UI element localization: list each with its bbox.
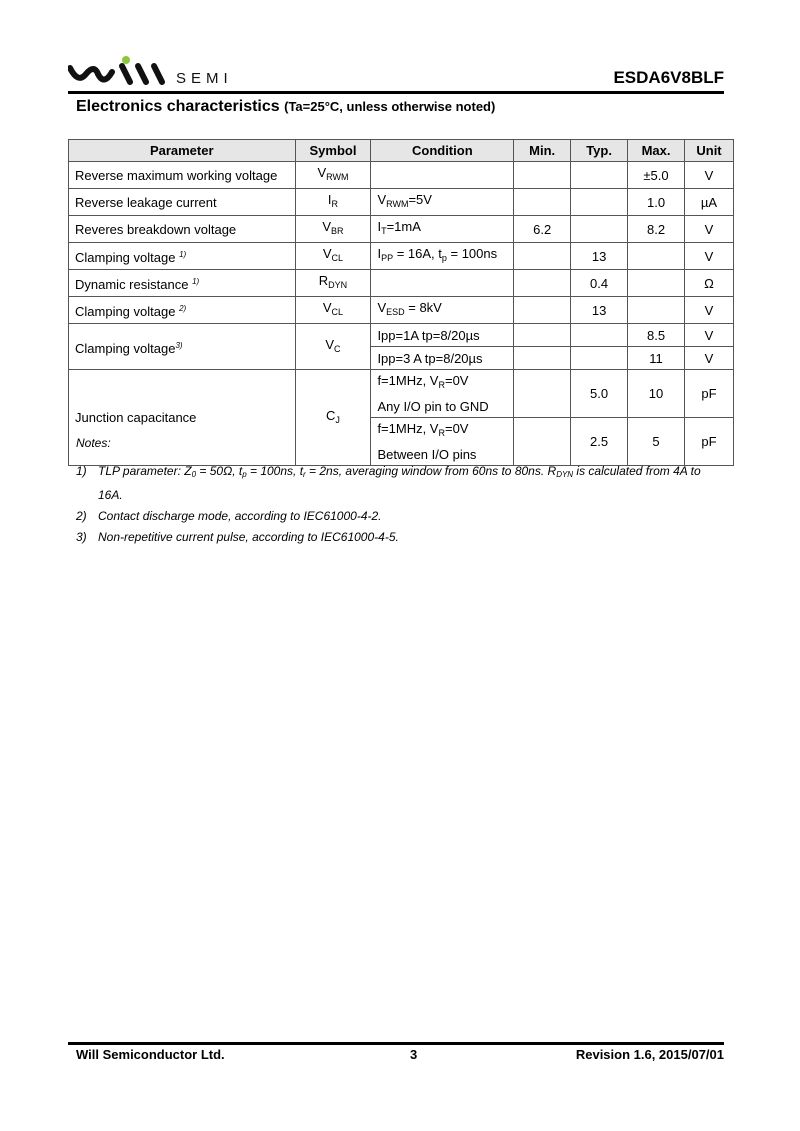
symbol-subscript: C xyxy=(334,343,341,354)
footnote-marker: 1) xyxy=(192,277,200,286)
cell-condition xyxy=(371,189,514,216)
condition-text: V xyxy=(377,300,387,315)
cell-symbol xyxy=(295,324,371,370)
table-row xyxy=(69,297,734,324)
electrical-characteristics-table xyxy=(68,139,734,466)
condition-subscript: p xyxy=(441,253,447,263)
header-typ: Typ. xyxy=(571,140,628,162)
footnote-marker: 2) xyxy=(179,304,187,313)
cell-condition: Ipp=1A tp=8/20µs xyxy=(371,324,514,347)
symbol-subscript: DYN xyxy=(328,280,348,290)
cell-min xyxy=(514,270,571,297)
cell-symbol xyxy=(295,216,371,243)
table-row xyxy=(69,370,734,418)
header-symbol: Symbol xyxy=(295,140,371,162)
will-logo-icon xyxy=(68,56,174,88)
cell-symbol xyxy=(295,189,371,216)
parameter-text: Clamping voltage xyxy=(75,250,176,265)
cell-min xyxy=(514,324,571,347)
condition-subscript: RWM xyxy=(386,199,409,209)
cell-unit: V xyxy=(685,347,734,370)
parameter-text: Dynamic resistance xyxy=(75,277,189,292)
notes-section xyxy=(76,436,726,548)
note-subscript: 0 xyxy=(191,470,197,479)
cell-parameter xyxy=(69,297,296,324)
cell-max: 10 xyxy=(628,370,685,418)
part-number: ESDA6V8BLF xyxy=(613,68,724,87)
cell-min xyxy=(514,189,571,216)
condition-subscript: T xyxy=(381,226,387,236)
condition-text: = 16A, t xyxy=(393,246,442,261)
condition-text: I xyxy=(377,246,382,261)
note-text: Non-repetitive current pulse, according to IEC61000-4-5. xyxy=(98,530,399,544)
note-subscript: r xyxy=(303,470,306,479)
cell-min xyxy=(514,370,571,418)
logo-text: SEMI xyxy=(176,70,233,87)
cell-typ xyxy=(571,216,628,243)
condition-subscript: R xyxy=(438,380,445,390)
cell-unit: V xyxy=(685,324,734,347)
cell-typ: 5.0 xyxy=(571,370,628,418)
footer-page-number: 3 xyxy=(410,1047,418,1062)
company-logo xyxy=(68,56,258,88)
header-parameter: Parameter xyxy=(69,140,296,162)
cell-parameter: Reveres breakdown voltage xyxy=(69,216,296,243)
condition-text: = 8kV xyxy=(404,300,442,315)
header-condition: Condition xyxy=(371,140,514,162)
table-row xyxy=(69,162,734,189)
symbol-subscript: BR xyxy=(331,226,344,236)
cell-condition xyxy=(371,162,514,189)
cell-typ: 2.5 xyxy=(571,418,628,466)
cell-condition xyxy=(371,370,514,418)
cell-max: 8.2 xyxy=(628,216,685,243)
section-title-text: Electronics characteristics xyxy=(76,98,280,115)
cell-min xyxy=(514,297,571,324)
note-number: 3) xyxy=(76,530,87,544)
condition-text: =1mA xyxy=(386,219,421,234)
condition-line: Any I/O pin to GND xyxy=(377,399,489,414)
symbol-text: V xyxy=(325,336,335,352)
cell-typ: 0.4 xyxy=(571,270,628,297)
cell-typ xyxy=(571,324,628,347)
cell-symbol xyxy=(295,270,371,297)
note-item xyxy=(76,461,726,506)
table-header-row xyxy=(69,140,734,162)
condition-text: =0V xyxy=(444,373,469,388)
cell-max xyxy=(628,270,685,297)
note-subscript: p xyxy=(242,470,247,479)
symbol-subscript: CL xyxy=(331,307,344,317)
condition-text: V xyxy=(377,192,387,207)
footer-company: Will Semiconductor Ltd. xyxy=(76,1047,225,1062)
note-text: = 2ns, averaging window from 60ns to 80ns. R xyxy=(305,464,557,478)
cell-min xyxy=(514,162,571,189)
condition-subscript: ESD xyxy=(386,307,405,317)
cell-min: 6.2 xyxy=(514,216,571,243)
cell-unit: Ω xyxy=(685,270,734,297)
condition-text: = 100ns xyxy=(446,246,498,261)
condition-text: =5V xyxy=(408,192,432,207)
cell-parameter xyxy=(69,243,296,270)
header-unit: Unit xyxy=(685,140,734,162)
cell-symbol xyxy=(295,162,371,189)
cell-unit: V xyxy=(685,243,734,270)
cell-unit: pF xyxy=(685,370,734,418)
symbol-text: C xyxy=(326,407,336,423)
header-max: Max. xyxy=(628,140,685,162)
table-row xyxy=(69,324,734,347)
cell-min xyxy=(514,347,571,370)
symbol-subscript: J xyxy=(335,414,340,425)
cell-symbol xyxy=(295,297,371,324)
cell-max: ±5.0 xyxy=(628,162,685,189)
condition-line: Between I/O pins xyxy=(377,447,477,462)
cell-typ xyxy=(571,162,628,189)
table-row xyxy=(69,270,734,297)
note-number: 2) xyxy=(76,509,87,523)
condition-subscript: PP xyxy=(381,253,394,263)
cell-unit: µA xyxy=(685,189,734,216)
parameter-text: Clamping voltage xyxy=(75,304,176,319)
cell-typ xyxy=(571,189,628,216)
cell-condition xyxy=(371,216,514,243)
cell-max: 8.5 xyxy=(628,324,685,347)
table-row xyxy=(69,216,734,243)
note-item xyxy=(76,527,726,548)
condition-text: I xyxy=(377,219,382,234)
footer-revision: Revision 1.6, 2015/07/01 xyxy=(575,1047,724,1062)
cell-parameter: Reverse leakage current xyxy=(69,189,296,216)
notes-heading: Notes: xyxy=(76,436,111,450)
condition-line xyxy=(377,370,507,396)
section-title xyxy=(76,98,495,116)
header-min: Min. xyxy=(514,140,571,162)
note-text: TLP parameter: Z xyxy=(98,464,192,478)
table-row xyxy=(69,189,734,216)
condition-subscript: R xyxy=(438,428,445,438)
table-row xyxy=(69,243,734,270)
symbol-text: I xyxy=(327,192,332,207)
note-text: = 50Ω, t xyxy=(196,464,243,478)
symbol-text: V xyxy=(317,165,327,180)
condition-text: f=1MHz, V xyxy=(377,421,439,436)
cell-min xyxy=(514,243,571,270)
footnote-marker: 1) xyxy=(179,250,187,259)
footer-divider xyxy=(68,1042,724,1045)
parameter-text: Clamping voltage xyxy=(75,340,176,356)
cell-unit: V xyxy=(685,216,734,243)
symbol-subscript: RWM xyxy=(326,172,349,182)
cell-parameter: Junction capacitance xyxy=(69,370,296,466)
cell-condition xyxy=(371,297,514,324)
note-number: 1) xyxy=(76,464,87,478)
cell-parameter xyxy=(69,324,296,370)
cell-symbol xyxy=(295,243,371,270)
cell-max: 1.0 xyxy=(628,189,685,216)
cell-max xyxy=(628,243,685,270)
cell-parameter xyxy=(69,270,296,297)
note-text: is calculated from 4A to 16A. xyxy=(98,464,701,502)
note-item xyxy=(76,506,726,527)
cell-max: 11 xyxy=(628,347,685,370)
cell-condition: Ipp=3 A tp=8/20µs xyxy=(371,347,514,370)
cell-condition xyxy=(371,270,514,297)
header-divider xyxy=(68,91,724,94)
symbol-text: V xyxy=(322,219,332,234)
cell-typ: 13 xyxy=(571,297,628,324)
cell-condition xyxy=(371,243,514,270)
condition-text: =0V xyxy=(444,421,469,436)
cell-max: 5 xyxy=(628,418,685,466)
cell-typ xyxy=(571,347,628,370)
condition-text: f=1MHz, V xyxy=(377,373,439,388)
section-condition: (Ta=25°C, unless otherwise noted) xyxy=(284,99,496,114)
symbol-text: V xyxy=(322,300,332,315)
symbol-subscript: CL xyxy=(331,253,344,263)
note-subscript: DYN xyxy=(556,470,574,479)
symbol-text: R xyxy=(318,273,329,288)
cell-unit: pF xyxy=(685,418,734,466)
symbol-text: V xyxy=(322,246,332,261)
footnote-marker: 3) xyxy=(175,340,183,350)
cell-unit: V xyxy=(685,162,734,189)
cell-typ: 13 xyxy=(571,243,628,270)
cell-parameter: Reverse maximum working voltage xyxy=(69,162,296,189)
symbol-subscript: R xyxy=(331,199,339,209)
cell-max xyxy=(628,297,685,324)
note-text: Contact discharge mode, according to IEC61000-4-2. xyxy=(98,509,382,523)
cell-unit: V xyxy=(685,297,734,324)
note-text: = 100ns, t xyxy=(246,464,304,478)
